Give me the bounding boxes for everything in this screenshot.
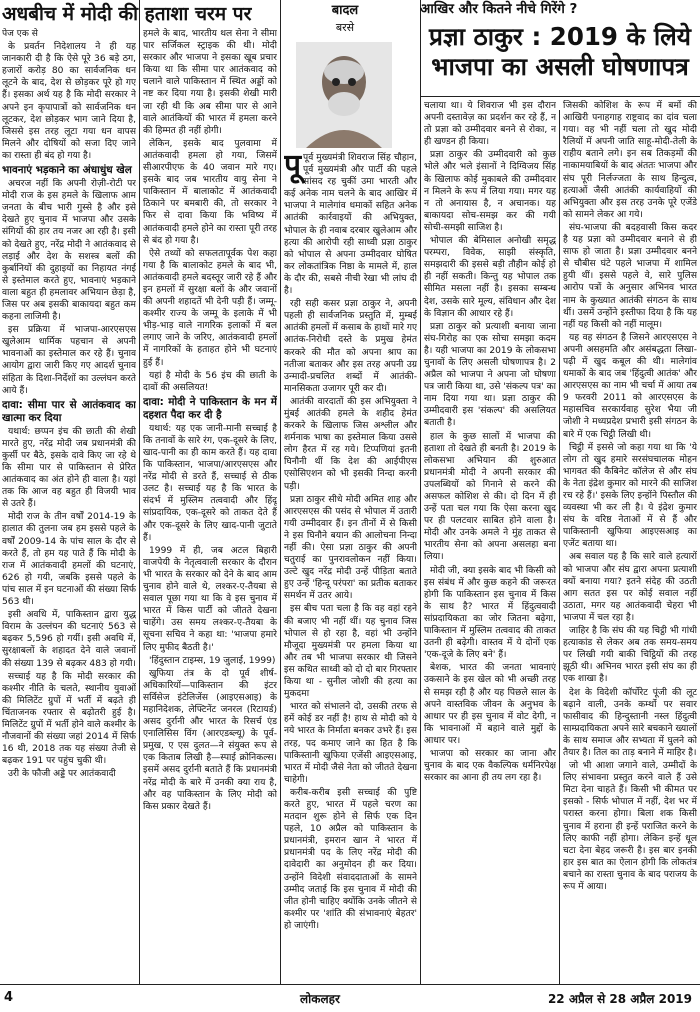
paragraph: यथार्थ: यह एक जानी-मानी सच्चाई है कि तनावों के सारे रंग, एक-दूसरे के लिए, खाद-पानी का ही काम करते हैं। यह दावा कि पाकिस्तान, भाजपा/आरएसएस और नरेंद्र मोदी से डरते हैं, सच्चाई से ठीक उलट है। सच्चाई यह है कि भारत के संदर्भ में मुस्लिम तत्ववादी और हिंदू सांप्रदायिक, एक-दूसरे को ताकत देते हैं और एक-दूसरे के लिए खाद-पानी जुटाते हैं। [143,423,277,543]
paragraph: भोपाल की बेमिसाल अनोखी समृद्ध परम्परा, विवेक, साझी संस्कृति, समझदारी की इससे बड़ी तौहीन कोई हो ही नहीं सकती। किन्तु यह भोपाल तक सीमित मसला नहीं है। इसका सम्बन्ध देश, उसके सारे मूल्य, संविधान और देश के विज्ञान की आधार रहे हैं। [424,236,556,319]
paragraph: भारत को संभालने दो, उसकी तरफ से हमें कोई डर नहीं है! हाथ से मोदी को ये नये भारत के निर्माता बनकर उभरे हैं। इस तरह, पद कमाए जाने का हित है कि पाकिस्तानी खुफिया एजेंसी आइएसआइ, भारत में मोदी जैसे नेता को जीतते देखना चाहेगी। [284,702,417,785]
paragraph: मोदी जी, क्या इसके बाद भी किसी को इस संबंध में और कुछ कहने की जरूरत होगी कि पाकिस्तान इस चुनाव में किस के साथ है? भारत में हिंदुत्ववादी सांप्रदायिकता का जोर जितना बढ़ेगा, पाकिस्तान में मुस्लिम तत्ववाद की ताकत उतनी ही बढ़ेगी। वास्तव में ये दोनों एक 'एक-दूजे के लिए बने' हैं। [424,565,556,661]
paragraph: यथार्थ: छप्पन इंच की छाती की शेखी मारते हुए, नरेंद्र मोदी जब प्रधानमंत्री की कुर्सी पर बैठे, इसके दावे किए जा रहे थे कि सीमा पार से पाकिस्तान से प्रेरित आतंकवाद का अंत होने ही वाला है। यहां तक कि आज वह बहुत ही विजयी भाव से उतरे हैं। [2,426,136,510]
paragraph: प्रज्ञा ठाकुर की उम्मीदवारी को कुछ भोले और भले इंसानों ने दिग्विजय सिंह के खिलाफ कोई मुकाबले की उम्मीदवार न मिलने के रूप में लिया गया। मगर यह न तो अनायास है, न अचानक। यह बाकायदा सोच-समझ कर की गयी सोची-समझी साजिश है। [424,150,556,233]
headline-left: अधबीच में मोदी की हताशा चरम पर [2,3,252,25]
paragraph: बेशक, भारत की जनता भावनाएं उकसाने के इस खेल को भी अच्छी तरह से समझ रही है और यह पिछले साल के अपने वास्तविक जीवन के अनुभव के आधार पर ही इस चुनाव में वोट देगी, न कि भावनाओं में बहाने वाले मुद्दों के आधार पर। [424,663,556,746]
byline [286,2,404,35]
paragraph: करीब-करीब इसी सच्चाई की पुष्टि करते हुए, भारत में पहले चरण का मतदान शुरू होने से सिर्फ एक दिन पहले, 10 अप्रैल को पाकिस्तान के प्रधानमंत्री, इमरान खान ने भारत में प्रधानमंत्री पद के लिए नरेंद्र मोदी की दावेदारी का अनुमोदन ही कर दिया। उन्होंने विदेशी संवाददाताओं के सामने उम्मीद जताई कि इस चुनाव में मोदी की जीत होनी चाहिए क्योंकि उनके जीतने से कश्मीर पर 'शांति की संभावनाएं बेहतर' हो जाएंगी। [284,787,417,931]
paragraph: यहां है मोदी के 56 इंच की छाती के दावों की असलियत! [143,370,277,393]
paragraph: हमले के बाद, भारतीय थल सेना ने सीमा पार सर्जिकल स्ट्राइक की थी। मोदी सरकार और भाजपा ने इसका खूब प्रचार किया था कि सीमा पार आतंकवाद को चलाने वाले पाकिस्तान में स्थित अड्डों को नष्ट कर दिया गया है। इसकी शेखी मारी जा रही थी कि अब सीमा पार से आने वाले आतंकियों की भारत में हमला करने की हिम्मत ही नहीं होगी। [143,29,277,136]
paragraph-text: पूर्व मुख्यमंत्री शिवराज सिंह चौहान, पूर्व मुख्यमंत्री और पार्टी की पहले सांसद रह चुकीं उमा भारती और कई अनेक नाम चलने के बाद आखिर में भाजपा ने मालेगांव धमाकों सहित अनेक आतंकी कार्रवाइयों की अभियुक्त, भोपाल के ही नवाब दरबार खुलेआम और हत्या की आरोपी रही साध्वी प्रज्ञा ठाकुर को भोपाल से अपना उम्मीदवार घोषित कर लोकतांत्रिक निष्ठा के मामले में, हाल के दौर की, सबसे नीची रेखा भी लांघ दी है। [284,153,417,297]
column-2 [143,28,277,982]
column-rule [139,0,140,984]
paragraph: आतंकी वारदातों की इस अभियुक्ता ने मुंबई आतंकी हमले के शहीद हेमंत करकरे के खिलाफ जिस अश्लील और शर्मनाक भाषा का इस्तेमाल किया उससे लोग हैरत में रह गये। टिप्पणियां इतनी घिनौनी थीं कि देश की आईपीएस एसोसिएशन को भी इसकी निन्दा करनी पड़ी। [284,396,417,492]
column-1 [2,28,136,982]
paragraph: हाल के कुछ सालों में भाजपा की हताशा तो देखते ही बनती है। 2019 के लोकसभा अभियान की शुरुआत प्रधानमंत्री मोदी ने अपनी सरकार की उपलब्धियों को गिनाने से करने की असफल कोशिश से की। दो दिन में ही उन्हें पता चल गया कि ऐसा करना खुद पर ही पलटवार साबित होने वाला है। मोदी और उनके अमले ने मुंह ताकत से भारतीय सेना को अपना असलहा बना लिया। [424,431,556,563]
paragraph: प्रज्ञा ठाकुर सीधे मोदी अमित शाह और आरएसएस की पसंद से भोपाल में उतारी गयी उम्मीदवार हैं। इन तीनों में से किसी ने इस घिनौने बयान की आलोचना निन्दा नहीं की। ऐसा प्रज्ञा ठाकुर की अपनी चतुराई का पुनरावलोकन नहीं किया। उल्टे खुद नरेंद्र मोदी उन्हें पीड़िता बताते हुए उन्हें 'हिन्दू परंपरा' का प्रतीक बताकर समर्थन में उतर आये। [284,494,417,602]
paragraph: के प्रवर्तन निदेशालय ने ही यह जानकारी दी है कि ऐसे पूरे 36 बड़े ठग, हजारों करोड़ 80 का सार्वजनिक धन लूटने के बाद, देश से छोड़कर पूरे हो गए हैं। इसका अर्थ यह है कि मोदी सरकार ने अपने इन कृपापात्रों को सार्वजनिक धन लूटकर, देश छोड़कर भाग जाने दिया है, जिससे इस तरह लूटा गया धन वापस मिलने और दोषियों को सजा दिए जाने का रास्ता ही बंद हो गया है। [2,42,136,161]
paragraph: जिसकी कोशिश के रूप में बमों की आखिरी पनाहगाह राष्ट्रवाद का दांव चला गया। वह भी नहीं चला तो खुद मोदी रैलियों में अपनी जाति साहू-मोदी-तेली के राहीय बताने लगे। इन सब तिकड़मों की नाकामयाबियों के बाद अंततः भाजपा और संघ पूरी निर्लज्जता के साथ हिन्दुत्व, हत्याओं जैसी आतंकी कार्यवाहियों की अभियुक्ता और इस तरह उनके पूरे एजेंडे को सामने लेकर आ गये। [563,101,697,220]
footer-rule [0,984,700,985]
page-number: 4 [4,990,14,1005]
paragraph: जो भी आशा जगाने वाले, उम्मीदों के लिए संभावना प्रस्तुत करने वाले हैं उसे मिटा देना चाहते हैं। किसी भी कीमत पर इसको - सिर्फ भोपाल में नहीं, देश भर में परास्त करना होगा। बिला शक किसी चुनाव में हराना ही इन्हें पराजित करने के लिए काफी नहीं होगा। लेकिन इन्हें धूल चटा देना बेहद जरूरी है। इस बार इनकी हार इस बात का ऐलान होगी कि लोकतंत्र बचाने का रास्ता चुनाव के बाद पराजय के रूप में आया। [563,761,697,892]
paragraph: प्रज्ञा ठाकुर को प्रत्याशी बनाया जाना संघ-गिरोह का एक सोचा समझा कदम है। यही भाजपा का 2019 के लोकसभा चुनावों के लिए असली घोषणापत्र है। 2 अप्रैल को भाजपा ने अपना जो घोषणा पत्र जारी किया था, उसे 'संकल्प पत्र' का नाम दिया गया था। प्रज्ञा ठाकुर की उम्मीदवारी इस 'संकल्प' की असलियत बताती है। [424,321,556,429]
publication-name: लोकलहर [300,992,340,1006]
byline-sub: बरसे [335,21,355,34]
paragraph: उरी के फौजी अड्डे पर आतंकवादी [8,769,116,780]
byline-name: बादल [331,3,359,18]
main-headline: प्रज्ञा ठाकुर : 2019 के लिये भाजपा का असली घोषणापत्र [428,22,692,81]
column-5 [563,100,697,982]
paragraph: अब सवाल यह है कि सारे वाले हत्यारों को भाजपा और संघ द्वारा अपना प्रत्याशी क्यों बनाया गया? इतने संदेह की उठती आग सतत इस पर कोई सवाल नहीं उठाता, मगर यह आतंकवादी चेहरा भी भाजपा में चल रहा है। [563,552,697,623]
column-3 [284,152,417,982]
issue-date: 22 अप्रैल से 28 अप्रैल 2019 [547,992,692,1006]
paragraph: यह वह संगठन है जिसने आरएसएस ने अपनी असहमति और असंबद्धता लिखा-पढ़ी में खुद कबूल की थी। मालेगांव धमाकों के बाद जब 'हिंदुत्वी आतंक' और आरएसएस का नाम भी चर्चा में आया तब 9 फरवरी 2011 को आरएसएस के महासचिव सरकार्यवाह सुरेश भैया जी जोशी ने मध्यप्रदेश प्रभारी इसी संगठन के बारे में एक चिट्ठी लिखी थी। [563,332,697,440]
paragraph: 1999 में ही, जब अटल बिहारी वाजपेयी के नेतृत्ववाली सरकार के दौरान भी भारत के सरकार को देने के बाद आम चुनाव होने वाले थे, लश्कर-ए-तैयबा से सवाल पूछा गया था कि वे इस चुनाव में भारत में किस पार्टी को जीतते देखना चाहेंगे। उस समय लश्कर-ए-तैयबा के सूचना सचिव ने कहा था: 'भाजपा हमारे लिए मुफीद बैठती है।' [143,545,277,653]
right-head-rule [420,96,700,97]
author-photo [296,42,392,148]
paragraph [284,152,417,297]
paragraph: इसी अवधि में, पाकिस्तान द्वारा युद्ध विराम के उल्लंघन की घटनाएं 563 से बढ़कर 5,596 हो गयीं। इसी अवधि में, सुरक्षाबलों के शहादत देने वाले जवानों की संख्या 139 से बढ़कर 483 हो गयी। [2,610,136,669]
subheading: दावा: सीमा पार से आतंकवाद का खात्मा कर दिया [2,398,136,424]
paragraph: 'हिंदुस्तान टाइम्स, 19 जुलाई, 1999) [149,655,276,666]
paragraph: भाजपा को सरकार का जाना और चुनाव के बाद एक वैकल्पिक धर्मनिरपेक्ष सरकार का आना ही तय लग रहा है। [424,748,556,784]
paragraph: चिट्ठी में इससे जो कहा गया था कि 'ये लोग तो खुद हमारे सरसंघचालक मोहन भागवत की कैबिनेट कॉलेज से और संघ के नेता इंद्रेश कुमार को मारने की साजिश रच रहे हैं।' इसके लिए इन्होंने पिस्तौल की व्यवस्था भी कर ली है। ये इंद्रेश कुमार संघ के वरिष्ठ नेताओं में से हैं और पाकिस्तानी खुफिया आइएसआइ का एजेंट बताया था। [563,442,697,550]
paragraph: संघ-भाजपा की बदहवासी किस कदर है यह प्रज्ञा को उम्मीदवार बनाने से ही साफ हो जाता है। प्रज्ञा उम्मीदवार बनने से चौबीस घंटे पहले भाजपा में शामिल हुयी थीं। इससे पहले वे, सारे पुलिस आरोप पत्रों के अनुसार अभिनव भारत नाम के कुख्यात आतंकी संगठन के साथ थीं। उसमें उन्होंने इस्तीफा दिया है कि यह नहीं यह किसी को नहीं मालूम। [563,222,697,330]
subheading: दावा: मोदी ने पाकिस्तान के मन में दहशत पैदा कर दी है [143,395,277,421]
subheading: भावनाएं भड़काने का अंधाधुंध खेल [2,164,132,177]
paragraph: इस बीच पता चला है कि वह वहां रहने की बजाए भी नहीं थीं। यह चुनाव जिस भोपाल से हो रहा है, वहां भी उन्होंने मौजूदा मुख्यमंत्री पर हमला किया था और तब भी भाजपा सरकार थी जिसने इस कथित साध्वी को दो दो बार गिरफ्तार किया था - सुनील जोशी की हत्या का मुकदमा [284,604,417,700]
paragraph: सच्चाई यह है कि मोदी सरकार की कश्मीर नीति के चलते, स्थानीय युवाओं की मिलिटेंट ग्रुपों में भर्ती में बढ़ते ही चिंताजनक रफ्तार से बढ़ोतरी हुई है। मिलिटेंट ग्रुपों में भर्ती होने वाले कश्मीर के नौजवानों की संख्या जहां 2014 में सिर्फ 16 थी, 2018 तक यह संख्या तेजी से बढ़कर 191 पर पहुंच चुकी थी। [2,671,136,767]
drop-cap: पू [284,152,302,183]
paragraph: लेकिन, इसके बाद पुलवामा में आतंकवादी हमला हो गया, जिसमें सीआरपीएफ के 40 जवान मारे गए। इसके बाद जब भारतीय वायु सेना ने पाकिस्तान में बालाकोट में आतंकवादी ठिकाने पर बमबारी की, तो सरकार ने फिर से दावा किया कि भविष्य में आतंकवादी हमले होने का रास्ता पूरी तरह से बंद हो गया है। [143,138,277,246]
right-kicker: आखिर और कितने नीचे गिरेंगे ? [420,1,578,17]
paragraph: रही सही कसर प्रज्ञा ठाकुर ने, अपनी पहली ही सार्वजनिक प्रस्तुति में, मुम्बई आतंकी हमलों में कसाब के हाथों मारे गए आतंक-निरोधी दस्ते के प्रमुख हेमंत करकरे की मौत को अपना श्राप का नतीजा बताकर और इस तरह अपनी उग्र उन्मादी-प्रचलित शब्दों में आतंकी-मानसिकता उजागर पूरी कर दी। [284,299,417,394]
paragraph: पेज एक से [2,29,38,39]
paragraph: इस प्रक्रिया में भाजपा-आरएसएस खुलेआम धार्मिक पहचान से अपनी भावनाओं का इस्तेमाल कर रहे हैं। चुनाव आयोग द्वारा जारी किए गए आदर्श चुनाव संहिता के दिशा-निर्देशों का उल्लंघन करते आये हैं। [2,325,136,396]
column-4 [424,100,556,982]
paragraph: देश के विदेशी कॉर्पोरेट पूंजी की लूट बढ़ाने वाली, उनके कर्म्थो पर सवार फासीवाद की हिन्दुस्तानी नस्ल हिंदुत्वी साम्प्रदायिकता अपने सारे बचकाने ख्यालों के साथ समाज और सभ्यता में घुलने को तैयार है। तिल का ताड़ बनाने में माहिर है। [563,687,697,758]
paragraph: खुफिया तंत्र के दो पूर्व शीर्ष-अधिकारियों—पाकिस्तान की इंटर सर्विसेज इंटेलिजेंस (आइएसआइ) के महानिदेशक, लेफ्टिनेंट जनरल (रिटायर्ड) असद दुर्रानी और भारत के रिसर्च एंड एनालिसिस विंग (आरएडब्ल्यू) के पूर्व-प्रमुख, ए एस दुलत—ने संयुक्त रूप से एक किताब लिखी है—स्पाई क्रोनिकल्स। इसमें असद दुर्रानी बताते हैं कि प्रधानमंत्री नरेंद्र मोदी के बारे में उनकी क्या राय है, और वह पाकिस्तान के लिए मोदी को किस प्रकार देखते हैं। [143,668,277,812]
paragraph: ऐसे तथ्यों को सफलतापूर्वक पेश कहा गया है कि बालाकोट हमले के बाद भी, आतंकवादी हमले बदस्तूर जारी रहे हैं और इन हमलों में सुरक्षा बलों के और जवानों की अपनी शहादतें भी देनी पड़ी हैं। जम्मू-कश्मीर राज्य के जम्मू के इलाके में भी भीड़-भाड़ वाले नागरिक इलाकों में बल लगाए जाने के जरिए, आतंकवादी हमलों में नागरिकों के हताहत होने भी घटनाएं हुई हैं। [143,248,277,368]
paragraph: चलाया था। ये शिवराज भी इस दौरान अपनी दस्तावेज़ का प्रदर्शन कर रहे हैं, न तो प्रज्ञा को उम्मीदवार बनने से रोका, न ही खण्डन ही किया। [424,101,556,148]
author-photo-image [296,42,392,148]
paragraph: अचरज नहीं कि अपनी रोज़ी-रोटी पर मोदी राज के इस हमले के खिलाफ आम जनता के बीच भारी गुस्से है और इसे देखते हुए चुनाव में भाजपा और उसके संगियों की हार तय नजर आ रही है। इसी को देखते हुए, नरेंद्र मोदी ने आतंकवाद से लड़ाई और देश के सशस्त्र बलों की कुर्बानियों की दुहाइयों का निहायत नंगई से इस्तेमाल करते हुए, भावनाएं भड़काने वाला बहुत ही हमलावर अभियान छेड़ा है, जिस पर अब इसकी बाकायदा बहुत कम कहना लाजिमी है। [2,179,136,323]
column-rule [280,0,281,984]
column-rule [559,110,560,984]
paragraph: मोदी राज के तीन वर्षों 2014-19 के हालात की तुलना जब हम इससे पहले के वर्षों 2009-14 के पांच साल के दौर से करते हैं, तो हम यह पाते हैं कि मोदी के राज में आतंकवादी हमलों की घटनाएं, 626 हो गयी, जबकि इससे पहले के पांच साल में इन घटनाओं की संख्या सिर्फ 563 थी। [2,512,136,608]
paragraph: जाहिर है कि संघ की यह चिट्ठी भी गांधी हत्याकांड से लेकर अब तक समय-समय पर लिखी गयी बाकी चिट्ठियों की तरह झूठी थी। अभिनव भारत इसी संघ का ही एक शाखा है। [563,626,697,685]
column-rule [420,0,421,984]
